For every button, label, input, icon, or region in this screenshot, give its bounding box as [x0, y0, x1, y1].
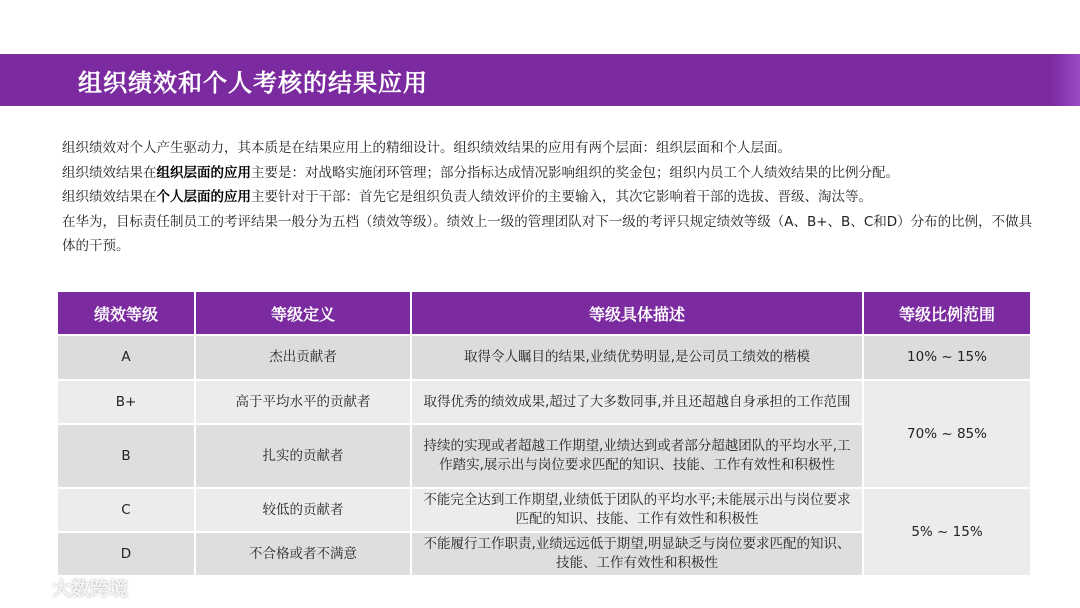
paragraph-2-bold: 组织层面的应用 [156, 164, 251, 181]
cell-grade: C [57, 488, 195, 532]
cell-ratio: 5% ~ 15% [863, 488, 1031, 576]
page-title: 组织绩效和个人考核的结果应用 [78, 69, 428, 97]
cell-ratio: 70% ~ 85% [863, 380, 1031, 488]
cell-grade: D [57, 532, 195, 576]
cell-description: 取得令人瞩目的结果,业绩优势明显,是公司员工绩效的楷模 [411, 335, 863, 380]
cell-definition: 杰出贡献者 [195, 335, 411, 380]
title-bar-accent [1050, 54, 1080, 106]
paragraph-3 [62, 185, 1042, 210]
cell-grade: B [57, 424, 195, 488]
paragraph-3-bold: 个人层面的应用 [156, 189, 251, 205]
cell-description: 持续的实现或者超越工作期望,业绩达到或者部分超越团队的平均水平,工作踏实,展示出与岗位要求匹配的知识、技能、工作有效性和积极性 [411, 424, 863, 488]
header-definition: 等级定义 [195, 291, 411, 335]
intro-text [62, 136, 1042, 259]
cell-definition: 不合格或者不满意 [195, 532, 411, 576]
logo-icon [10, 579, 50, 601]
paragraph-3-pre: 组织绩效结果在 [62, 189, 157, 205]
cell-ratio: 10% ~ 15% [863, 335, 1031, 380]
cell-definition: 扎实的贡献者 [195, 424, 411, 488]
paragraph-2-post: 主要是：对战略实施闭环管理；部分指标达成情况影响组织的奖金包；组织内员工个人绩效结果的比例分配。 [251, 164, 899, 181]
table-row [57, 335, 1031, 380]
table-row [57, 380, 1031, 424]
paragraph-1: 组织绩效对个人产生驱动力，其本质是在结果应用上的精细设计。组织绩效结果的应用有两个层面：组织层面和个人层面。 [62, 140, 791, 156]
watermark-text: 大数跨境 [52, 578, 129, 600]
paragraph-4: 在华为，目标责任制员工的考评结果一般分为五档（绩效等级）。绩效上一级的管理团队对下一级的考评只规定绩效等级（A、B+、B、C和D）分布的比例，不做具体的干预。 [62, 213, 1033, 254]
header-description: 等级具体描述 [411, 291, 863, 335]
watermark [10, 574, 128, 601]
cell-grade: B+ [57, 380, 195, 424]
paragraph-2 [62, 161, 1042, 186]
cell-description: 不能完全达到工作期望,业绩低于团队的平均水平;未能展示出与岗位要求匹配的知识、技能、工作有效性和积极性 [411, 488, 863, 532]
cell-description: 不能履行工作职责,业绩远远低于期望,明显缺乏与岗位要求匹配的知识、技能、工作有效性和积极性 [411, 532, 863, 576]
paragraph-2-pre: 组织绩效结果在 [62, 164, 157, 181]
cell-description: 取得优秀的绩效成果,超过了大多数同事,并且还超越自身承担的工作范围 [411, 380, 863, 424]
grade-table [56, 290, 1032, 577]
cell-definition: 较低的贡献者 [195, 488, 411, 532]
cell-definition: 高于平均水平的贡献者 [195, 380, 411, 424]
header-ratio: 等级比例范围 [863, 291, 1031, 335]
table-header-row [57, 291, 1031, 335]
table-row [57, 488, 1031, 532]
title-bar [0, 54, 1080, 106]
cell-grade: A [57, 335, 195, 380]
paragraph-3-post: 主要针对于干部：首先它是组织负责人绩效评价的主要输入，其次它影响着干部的选拔、晋级、淘汰等。 [251, 189, 872, 205]
header-grade: 绩效等级 [57, 291, 195, 335]
